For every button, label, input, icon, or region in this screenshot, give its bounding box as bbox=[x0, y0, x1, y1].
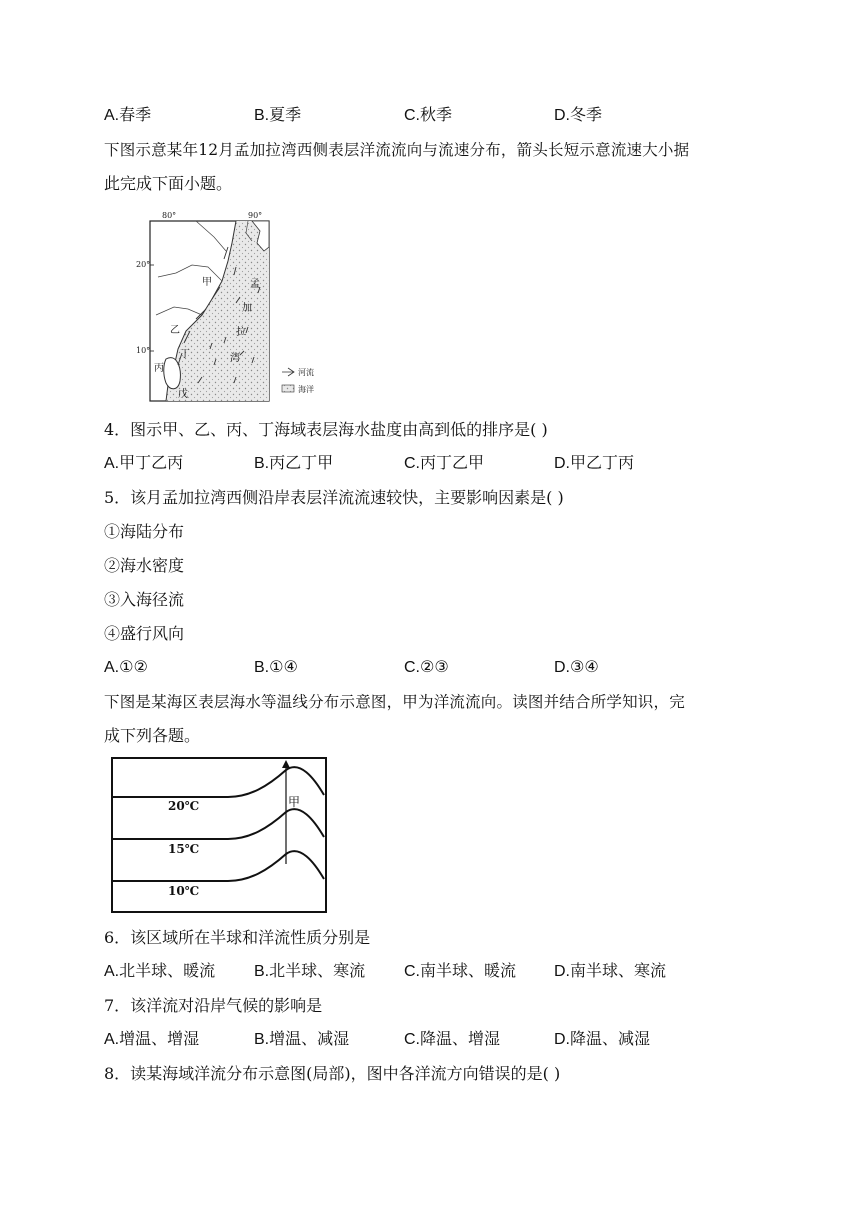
q3-option-b: B.夏季 bbox=[254, 107, 302, 124]
q6-option-c: C.南半球、暖流 bbox=[404, 963, 517, 980]
q7-option-b: B.增温、减湿 bbox=[254, 1031, 350, 1048]
lat-label-20: 20° bbox=[136, 260, 151, 269]
river-legend-icon bbox=[282, 368, 294, 376]
bay-of-bengal-map bbox=[136, 207, 376, 403]
q8-stem: 8．读某海域洋流分布示意图(局部)，图中各洋流方向错误的是( ) bbox=[104, 1064, 561, 1083]
q7-option-c: C.降温、增湿 bbox=[404, 1031, 501, 1048]
q6-stem: 6．该区域所在半球和洋流性质分别是 bbox=[104, 928, 371, 947]
q4-option-c: C.丙丁乙甲 bbox=[404, 455, 485, 472]
place-bing: 丙 bbox=[154, 363, 164, 374]
q5-option-b: B.①④ bbox=[254, 659, 298, 676]
place-wu: 戊 bbox=[178, 389, 188, 400]
q4-option-b: B.丙乙丁甲 bbox=[254, 455, 334, 472]
intro1-line2: 此完成下面小题。 bbox=[104, 174, 233, 193]
q5-item-4: ④盛行风向 bbox=[104, 624, 185, 643]
sea-char-1: 孟 bbox=[250, 279, 260, 290]
ocean-legend-icon bbox=[282, 385, 294, 392]
q5-item-2: ②海水密度 bbox=[104, 556, 185, 575]
q6-option-b: B.北半球、寒流 bbox=[254, 963, 366, 980]
current-label-jia: 甲 bbox=[288, 795, 301, 809]
q7-option-d: D.降温、减湿 bbox=[554, 1031, 651, 1048]
intro2-line1: 下图是某海区表层海水等温线分布示意图，甲为洋流流向。读图并结合所学知识，完 bbox=[104, 693, 685, 711]
q5-option-a: A.①② bbox=[104, 659, 148, 676]
isotherm-diagram bbox=[110, 756, 328, 914]
isotherm-label-15: 15℃ bbox=[168, 842, 200, 856]
sea-char-3: 拉 bbox=[236, 327, 246, 338]
q6-option-d: D.南半球、寒流 bbox=[554, 963, 667, 980]
legend-river: 河流 bbox=[298, 368, 314, 377]
sea-char-4: 湾 bbox=[230, 353, 240, 364]
q5-option-d: D.③④ bbox=[554, 659, 599, 676]
q3-option-c: C.秋季 bbox=[404, 107, 453, 124]
q7-option-a: A.增温、增湿 bbox=[104, 1031, 200, 1048]
q4-option-d: D.甲乙丁丙 bbox=[554, 455, 635, 472]
isotherm-label-10: 10℃ bbox=[168, 884, 200, 898]
intro2-line2: 成下列各题。 bbox=[104, 726, 201, 745]
island bbox=[164, 358, 181, 389]
q6-option-a: A.北半球、暖流 bbox=[104, 963, 216, 980]
legend-ocean: 海洋 bbox=[298, 385, 314, 394]
sea-char-2: 加 bbox=[242, 303, 252, 314]
lon-label-80: 80° bbox=[162, 211, 177, 220]
q5-stem: 5．该月孟加拉湾西侧沿岸表层洋流流速较快，主要影响因素是( ) bbox=[104, 488, 564, 507]
map-legend bbox=[282, 367, 314, 394]
isotherm-label-20: 20℃ bbox=[168, 799, 200, 813]
q3-option-d: D.冬季 bbox=[554, 107, 603, 124]
intro1-line1: 下图示意某年12月孟加拉湾西侧表层洋流流向与流速分布，箭头长短示意流速大小据 bbox=[104, 141, 690, 159]
lat-label-10: 10° bbox=[136, 346, 151, 355]
q5-item-1: ①海陆分布 bbox=[104, 522, 185, 541]
q4-stem: 4．图示甲、乙、丙、丁海域表层海水盐度由高到低的排序是( ) bbox=[104, 420, 548, 439]
q5-item-3: ③入海径流 bbox=[104, 590, 185, 609]
place-ding: 丁 bbox=[180, 349, 190, 360]
place-yi: 乙 bbox=[170, 325, 180, 336]
q4-option-a: A.甲丁乙丙 bbox=[104, 455, 184, 472]
place-jia: 甲 bbox=[202, 277, 212, 288]
q7-stem: 7．该洋流对沿岸气候的影响是 bbox=[104, 996, 323, 1015]
q5-option-c: C.②③ bbox=[404, 659, 449, 676]
lon-label-90: 90° bbox=[248, 211, 263, 220]
q3-option-a: A.春季 bbox=[104, 107, 152, 124]
